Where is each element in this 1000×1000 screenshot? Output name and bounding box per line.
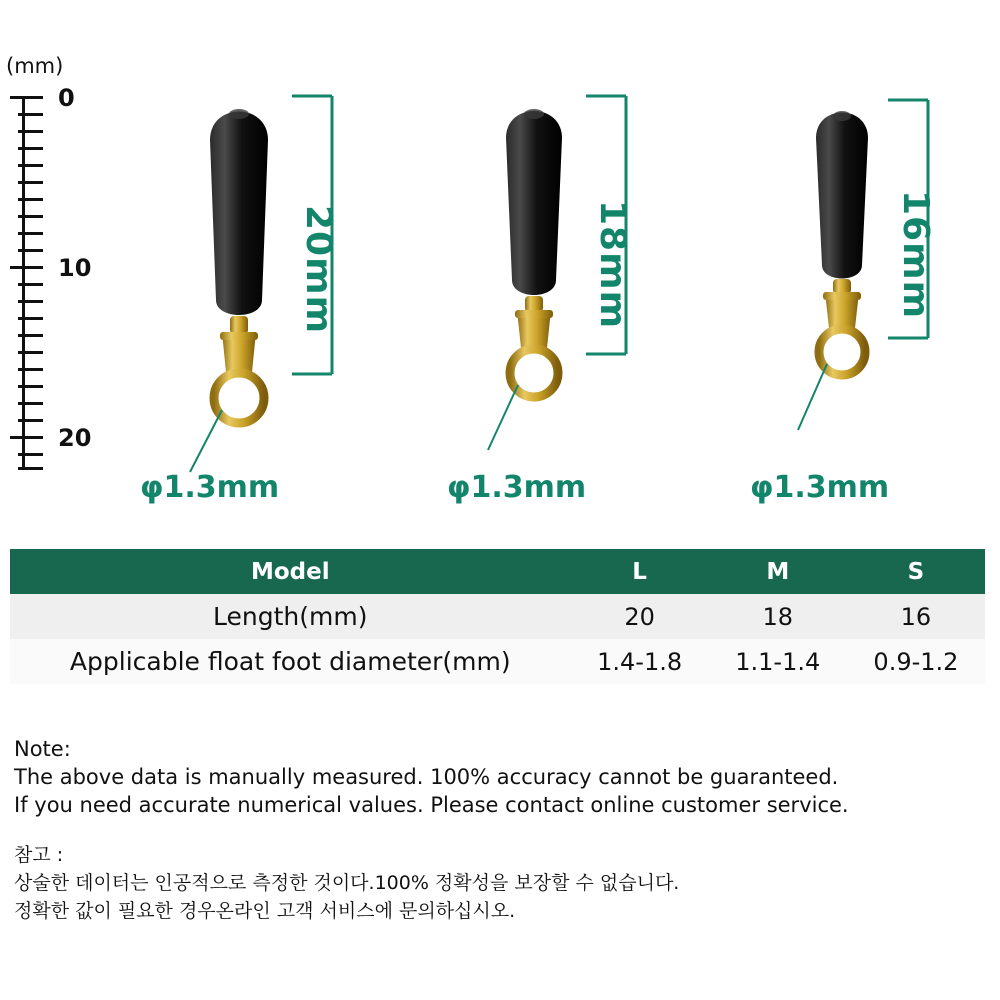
product-figure-m <box>470 80 670 484</box>
note-kr-title: 참고 : <box>14 844 64 866</box>
length-label-m: 18mm <box>592 200 633 330</box>
product-illustration-l <box>170 80 390 500</box>
table-row <box>10 639 985 684</box>
ruler-tick-minor <box>18 317 43 320</box>
table-row <box>10 594 985 639</box>
note-en-line1: The above data is manually measured. 100% accuracy cannot be guaranteed. <box>14 765 839 789</box>
ruler-tick-minor <box>18 467 43 470</box>
brass-neck <box>833 279 851 294</box>
swivel-ring <box>214 373 264 423</box>
float-body <box>506 111 562 295</box>
table-header <box>10 549 985 594</box>
body-top-highlight <box>524 109 544 119</box>
notes-section <box>14 735 989 925</box>
note-en-line2: If you need accurate numerical values. Please contact online customer service. <box>14 793 849 817</box>
ruler-tick-minor <box>18 113 43 116</box>
ruler-tick-minor <box>18 453 43 456</box>
cell-diameter-l: 1.4-1.8 <box>571 639 709 684</box>
ruler-tick-minor <box>18 215 43 218</box>
cell-length-l: 20 <box>571 594 709 639</box>
brass-neck <box>525 296 543 312</box>
cell-diameter-m: 1.1-1.4 <box>709 639 847 684</box>
product-illustration-m <box>470 80 670 480</box>
float-body <box>816 113 868 279</box>
swivel-collar <box>823 292 861 300</box>
table-header-model: Model <box>10 549 571 594</box>
row-label-foot-diameter: Applicable float foot diameter(mm) <box>10 639 571 684</box>
ruler <box>0 40 120 490</box>
callout-line <box>190 410 222 472</box>
ruler-unit-label: (mm) <box>6 54 64 78</box>
diameter-label-s: φ1.3mm <box>750 470 890 505</box>
ruler-tick-minor <box>18 300 43 303</box>
ruler-label-10: 10 <box>58 254 92 282</box>
note-kr-block <box>14 841 989 925</box>
callout-line <box>798 364 827 430</box>
note-kr-line1: 상술한 데이터는 인공적으로 측정한 것이다.100% 정확성을 보장할 수 없습니다. <box>14 872 680 894</box>
spec-table <box>10 549 985 684</box>
ruler-tick-minor <box>18 130 43 133</box>
ruler-tick-minor <box>18 164 43 167</box>
ruler-tick-minor <box>18 147 43 150</box>
table-header-m: M <box>709 549 847 594</box>
brass-neck <box>230 316 248 334</box>
ruler-tick-minor <box>18 283 43 286</box>
row-label-length: Length(mm) <box>10 594 571 639</box>
ruler-spine <box>22 96 25 468</box>
note-en-title: Note: <box>14 737 71 761</box>
table-header-s: S <box>847 549 985 594</box>
table-header-l: L <box>571 549 709 594</box>
ruler-tick-minor <box>18 181 43 184</box>
note-kr-line2: 정확한 값이 필요한 경우온라인 고객 서비스에 문의하십시오. <box>14 900 516 922</box>
diameter-label-m: φ1.3mm <box>447 470 587 505</box>
ruler-tick-minor <box>18 419 43 422</box>
swivel-ring <box>510 349 558 397</box>
callout-line <box>488 385 518 450</box>
length-label-s: 16mm <box>895 190 936 320</box>
ruler-tick-minor <box>18 351 43 354</box>
product-figure-s <box>780 80 970 474</box>
ruler-tick-major <box>10 266 43 269</box>
diameter-label-l: φ1.3mm <box>140 470 280 505</box>
swivel-collar <box>220 332 258 340</box>
ruler-tick-minor <box>18 368 43 371</box>
product-illustration-s <box>780 80 970 470</box>
ruler-tick-minor <box>18 334 43 337</box>
body-top-highlight <box>833 111 851 121</box>
body-top-highlight <box>229 109 249 119</box>
ruler-label-0: 0 <box>58 84 75 112</box>
cell-length-s: 16 <box>847 594 985 639</box>
ruler-tick-minor <box>18 198 43 201</box>
ruler-tick-minor <box>18 249 43 252</box>
ruler-tick-minor <box>18 385 43 388</box>
ruler-tick-minor <box>18 232 43 235</box>
ruler-tick-minor <box>18 402 43 405</box>
table-body <box>10 594 985 684</box>
cell-diameter-s: 0.9-1.2 <box>847 639 985 684</box>
length-label-l: 20mm <box>298 205 339 335</box>
ruler-tick-major <box>10 436 43 439</box>
cell-length-m: 18 <box>709 594 847 639</box>
table-header-row <box>10 549 985 594</box>
ruler-tick-major <box>10 96 43 99</box>
product-figure-l <box>170 80 390 504</box>
float-body <box>210 112 268 316</box>
ruler-label-20: 20 <box>58 424 92 452</box>
swivel-collar <box>515 310 553 318</box>
